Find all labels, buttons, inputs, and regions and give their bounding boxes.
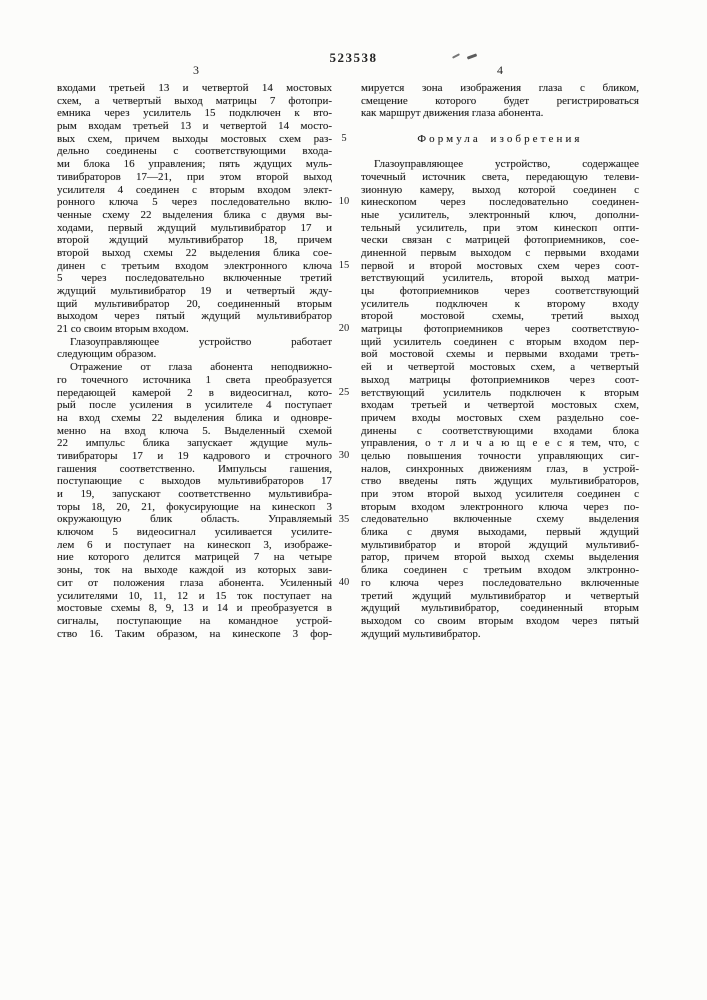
text-line: го ключа через последовательно включенные — [361, 576, 639, 589]
line-number-marker: 35 — [338, 513, 350, 525]
patent-number: 523538 — [329, 50, 378, 65]
handwritten-pen-marks-icon — [452, 50, 482, 62]
text-line: диненной первым выходом с первыми входами — [361, 246, 639, 259]
text-line: зионную камеру, выход которой соединен с — [361, 183, 639, 196]
text-line: торы 18, 20, 21, фокусирующие на кинескоп 3 — [57, 500, 332, 513]
text-line: выходом через пятый ждущий мультивибратор — [57, 310, 332, 323]
text-line: блика соединен с третьим входом элктронно- — [361, 564, 639, 577]
text-line: менно на вход ключа 5. Выделенный схемой — [57, 424, 332, 437]
text-line: ченные схему 22 выделения блика с двумя вы- — [57, 208, 332, 221]
text-line: Отражение от глаза абонента неподвижно- — [70, 361, 332, 374]
text-line: второй выход схемы 22 выделения блика сое- — [57, 246, 332, 259]
text-line: ветствующий усилитель подключен к вторым — [361, 386, 639, 399]
text-line: лем 6 и поступает на кинескоп 3, изображе- — [57, 538, 332, 551]
text-line: выходом со своим вторым входом через пятый — [361, 614, 639, 627]
text-line: причем входы мостовых схем раздельно сое- — [361, 411, 639, 424]
text-line: ные усилитель, электронный ключ, дополни- — [361, 208, 639, 221]
text-line: налов, синхронных движениям глаз, в устрой- — [361, 462, 639, 475]
text-line: ветствующий усилитель, второй выход матри- — [361, 272, 639, 285]
text-line: дельно соединены с соответствующими входа- — [57, 145, 332, 158]
text-line: смещение которого будет регистрироваться — [361, 94, 639, 107]
text-line: схем, а четвертый выход матрицы 7 фотопри- — [57, 94, 332, 107]
column-page-number-right: 4 — [497, 63, 503, 77]
text-line: 21 со своим вторым входом. — [57, 323, 189, 336]
line-number-gutter — [333, 82, 355, 662]
formula-section-heading: Формула изобретения — [417, 132, 583, 145]
text-line: при этом второй выход усилителя соединен с — [361, 488, 639, 500]
text-line: сигналы, поступающие на командное устрой- — [57, 614, 332, 627]
text-line: мируется зона изображения глаза с бликом, — [361, 82, 639, 94]
text-line: следовательно включенные схему выделения — [361, 513, 639, 526]
text-line: целью повышения точности управляющих сиг- — [361, 449, 639, 462]
line-number-marker: 25 — [338, 386, 350, 398]
text-line: ключом 5 видеосигнал усиливается усилите- — [57, 526, 332, 539]
text-line: поступающие с выходов мультивибраторов 17 — [57, 475, 332, 488]
text-line: окружающую блик область. Управляемый — [57, 513, 332, 526]
text-line: динены с соответствующими входами блока — [361, 424, 639, 437]
text-line: сит от положения глаза абонента. Усиленный — [57, 576, 332, 589]
text-line: следующим образом. — [57, 348, 157, 361]
text-line: динен с третьим входом электронного ключа — [57, 259, 332, 272]
text-line: цы фотоприемников через соответствующий — [361, 285, 639, 297]
text-line: вторым входом электронного ключа через по- — [361, 500, 639, 513]
text-line: рый после усиления в усилителе 4 поступает — [57, 399, 332, 412]
blank-line — [361, 145, 639, 158]
text-line: ние которого делится матрицей 7 на четыре — [57, 551, 332, 564]
text-line: ми блока 16 управления; пять ждущих муль- — [57, 158, 332, 171]
text-line: ей и четвертой мостовых схем, а четвертый — [361, 361, 639, 374]
text-line: чески связан с матрицей фотоприемников, сое- — [361, 234, 639, 247]
text-line: щий мультивибратор 20, соединенный вторым — [57, 297, 332, 310]
text-line: щий усилитель соединен с вторым входом пер- — [361, 335, 639, 348]
left-text-column — [57, 82, 332, 640]
text-line: Глазоуправляющее устройство работает — [70, 335, 332, 348]
text-line: как маршрут движения глаза абонента. — [361, 107, 544, 120]
text-line: третий ждущий мультивибратор и четвертый — [361, 589, 639, 602]
text-line: вых схем, причем выходы мостовых схем раз- — [57, 132, 332, 145]
text-line: матрицы фотоприемников через соответствую- — [361, 323, 639, 336]
text-line: тивибраторы 17 и 19 кадрового и строчного — [57, 449, 332, 462]
text-line: ство 16. Таким образом, на кинескопе 3 фор- — [57, 627, 332, 640]
text-line: емника через усилитель 15 подключен к вто- — [57, 107, 332, 120]
text-line: го точечного источника 1 света преобразуется — [57, 373, 332, 386]
line-number-marker: 5 — [341, 132, 347, 144]
text-line: ждущий мультивибратор. — [361, 627, 481, 640]
text-line: 22 импульс блика запускает ждущие муль- — [57, 437, 332, 450]
column-page-number-left: 3 — [193, 63, 199, 77]
text-line: ждущий мультивибратор 19 и четвертый жду- — [57, 285, 332, 297]
text-line: усилителями 10, 11, 12 и 15 ток поступает на — [57, 589, 332, 602]
text-line: передающей камерой 2 в видеосигнал, кото- — [57, 386, 332, 399]
text-line: ратор, причем второй выход схемы выделения — [361, 551, 639, 564]
text-line: вой мостовой схемы и первыми входами треть- — [361, 348, 639, 361]
text-line: ждущий мультивибратор, соединенный вторым — [361, 602, 639, 615]
text-line: ство введены пять ждущих мультивибраторов, — [361, 475, 639, 488]
text-line: второй мостовой схемы, третий выход — [361, 310, 639, 323]
text-line: выход матрицы фотоприемников через соот- — [361, 373, 639, 386]
text-line: входами третьей 13 и четвертой 14 мостовых — [57, 82, 332, 94]
text-line: блика с двумя выходами, первый ждущий — [361, 526, 639, 539]
text-line: тивибраторов 17—21, при этом второй выход — [57, 170, 332, 183]
text-line: усилитель подключен к второму входу — [361, 297, 639, 310]
text-line: кинескопом через последовательно соединен- — [361, 196, 639, 209]
text-line: второй ждущий мультивибратор 18, причем — [57, 234, 332, 247]
line-number-marker: 30 — [338, 450, 350, 462]
text-line: тельный усилитель, при этом кинескоп опти- — [361, 221, 639, 234]
blank-line — [361, 120, 639, 133]
text-line: и 19, запускают соответственно мультивибра- — [57, 488, 332, 500]
text-line: на вход схемы 22 выделения блика и одновре- — [57, 411, 332, 424]
line-number-marker: 40 — [338, 577, 350, 589]
text-line: 5 через последовательно включенные третий — [57, 272, 332, 285]
text-line: зоны, ток на выходе каждой из которых зави- — [57, 564, 332, 577]
text-line: ходами, первый ждущий мультивибратор 17 и — [57, 221, 332, 234]
line-number-marker: 15 — [338, 259, 350, 271]
text-line: мостовые схемы 8, 9, 13 и 14 и преобразуется в — [57, 602, 332, 615]
text-line: рым входам третьей 13 и четвертой 14 мосто- — [57, 120, 332, 133]
text-line: точечный источник света, передающую телеви- — [361, 170, 639, 183]
right-text-column — [361, 82, 639, 640]
text-line: ронного ключа 5 через последовательно вклю- — [57, 196, 332, 209]
text-line: управления, о т л и ч а ю щ е е с я тем, что, с — [361, 437, 639, 450]
text-line: усилителя 4 соединен с вторым входом элект- — [57, 183, 332, 196]
text-line: мультивибратор и второй ждущий мультивиб- — [361, 538, 639, 551]
text-line: Глазоуправляющее устройство, содержащее — [374, 158, 639, 171]
text-line: входам третьей и четвертой мостовых схем, — [361, 399, 639, 412]
text-line: гашения соответственно. Импульсы гашения, — [57, 462, 332, 475]
text-line: первой и второй мостовых схем через соот- — [361, 259, 639, 272]
line-number-marker: 20 — [338, 323, 350, 335]
line-number-marker: 10 — [338, 196, 350, 208]
